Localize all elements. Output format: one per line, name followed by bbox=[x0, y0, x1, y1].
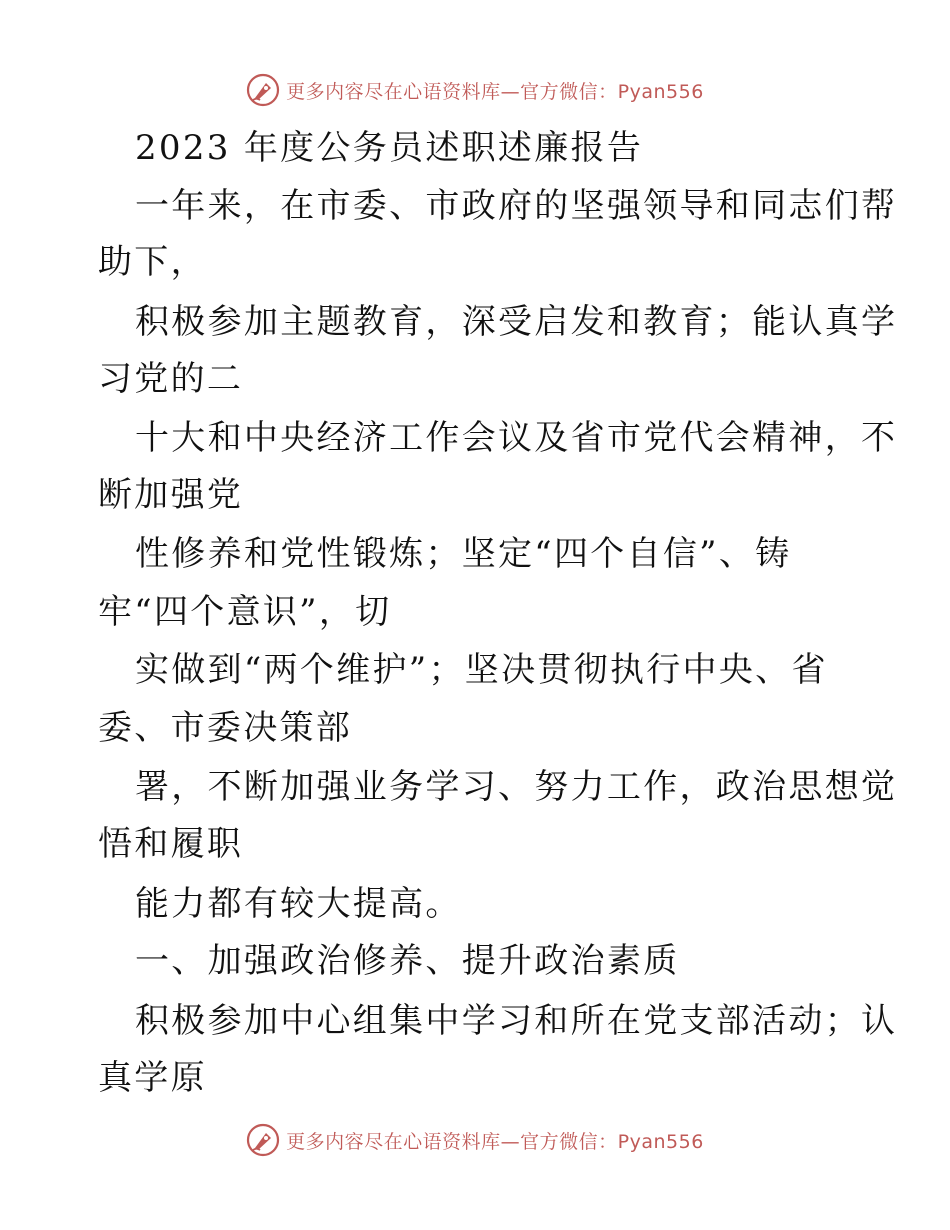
paragraph-line: 实做到“两个维护”；坚决贯彻执行中央、省 bbox=[135, 650, 828, 690]
paragraph-line: 真学原 bbox=[98, 1058, 207, 1098]
paragraph-line: 积极参加中心组集中学习和所在党支部活动；认 bbox=[135, 1001, 898, 1041]
paragraph-line: 习党的二 bbox=[98, 359, 244, 399]
paragraph-line: 悟和履职 bbox=[98, 824, 244, 864]
paragraph-line: 牢“四个意识”，切 bbox=[98, 592, 392, 632]
paragraph-line: 署，不断加强业务学习、努力工作，政治思想觉 bbox=[135, 767, 898, 807]
pen-nib-logo-icon bbox=[246, 1123, 280, 1157]
header-watermark-banner bbox=[0, 72, 950, 108]
paragraph-line: 委、市委决策部 bbox=[98, 708, 353, 748]
footer-watermark-banner bbox=[0, 1122, 950, 1158]
paragraph-line: 断加强党 bbox=[98, 475, 244, 515]
paragraph-line: 助下， bbox=[98, 242, 207, 282]
paragraph-line: 十大和中央经济工作会议及省市党代会精神，不 bbox=[135, 418, 898, 458]
watermark-text: 更多内容尽在心语资料库—官方微信：Pyan556 bbox=[286, 80, 704, 103]
watermark-text: 更多内容尽在心语资料库—官方微信：Pyan556 bbox=[286, 1130, 704, 1153]
section-heading: 一、加强政治修养、提升政治素质 bbox=[135, 941, 680, 981]
pen-nib-logo-icon bbox=[246, 73, 280, 107]
document-title: 2023 年度公务员述职述廉报告 bbox=[135, 128, 644, 168]
paragraph-line: 能力都有较大提高。 bbox=[135, 884, 462, 924]
paragraph-line: 性修养和党性锻炼；坚定“四个自信”、铸 bbox=[135, 534, 792, 574]
paragraph-line: 一年来，在市委、市政府的坚强领导和同志们帮 bbox=[135, 186, 898, 226]
paragraph-line: 积极参加主题教育，深受启发和教育；能认真学 bbox=[135, 302, 898, 342]
